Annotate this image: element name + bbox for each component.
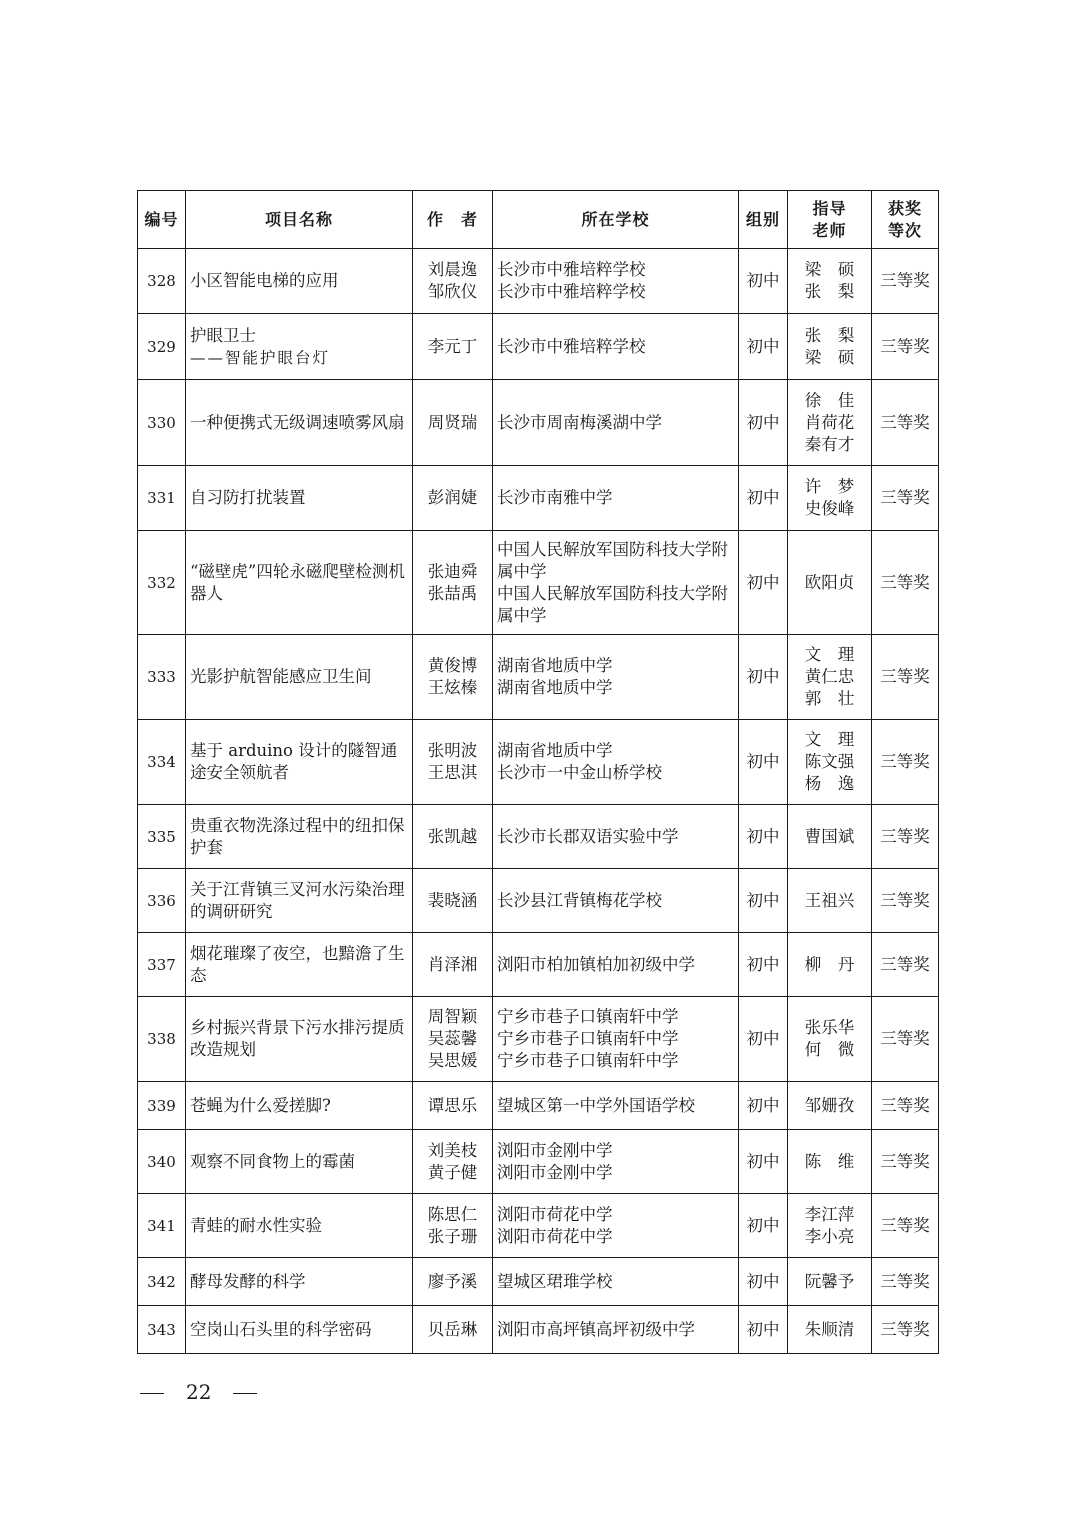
table-row <box>138 1306 939 1354</box>
cell-number: 342 <box>138 1258 186 1306</box>
cell-award: 三等奖 <box>872 805 939 869</box>
author-name: 谭思乐 <box>427 1095 478 1115</box>
header-teacher <box>788 191 872 249</box>
cell-award: 三等奖 <box>872 1194 939 1258</box>
teacher-name: 张 梨 <box>804 325 855 345</box>
table-row <box>138 1082 939 1130</box>
table-row <box>138 635 939 720</box>
project-subtitle: ——智能护眼台灯 <box>190 348 331 367</box>
cell-number: 328 <box>138 249 186 314</box>
author-name: 刘美枝 <box>427 1140 478 1160</box>
cell-group: 初中 <box>739 380 788 466</box>
author-name: 张迪舜 <box>427 561 478 581</box>
teacher-name: 阮馨予 <box>804 1271 855 1291</box>
school-name: 湖南省地质中学 <box>497 741 613 760</box>
cell-authors <box>413 933 493 997</box>
cell-award: 三等奖 <box>872 720 939 805</box>
cell-number: 333 <box>138 635 186 720</box>
author-name: 周贤瑞 <box>427 412 478 432</box>
footer-dash-right <box>233 1393 257 1394</box>
cell-project-name <box>186 1130 413 1194</box>
cell-award: 三等奖 <box>872 466 939 531</box>
author-name: 裴晓涵 <box>427 890 478 910</box>
header-project-name: 项目名称 <box>186 191 413 249</box>
table-row <box>138 933 939 997</box>
teacher-name: 李小亮 <box>804 1226 855 1246</box>
cell-project-name <box>186 1082 413 1130</box>
cell-number: 338 <box>138 997 186 1082</box>
author-name: 廖予溪 <box>427 1271 478 1291</box>
cell-project-name <box>186 1306 413 1354</box>
project-title: 苍蝇为什么爱搓脚? <box>190 1095 331 1115</box>
author-name: 黄子健 <box>427 1162 478 1182</box>
cell-group: 初中 <box>739 635 788 720</box>
school-name: 望城区珺琟学校 <box>497 1271 613 1291</box>
cell-teachers <box>788 249 872 314</box>
author-name: 陈思仁 <box>427 1204 478 1224</box>
teacher-name: 柳 丹 <box>804 954 855 974</box>
page-footer <box>140 1380 257 1404</box>
project-title: 贵重衣物洗涤过程中的纽扣保护套 <box>190 815 405 857</box>
teacher-name: 王祖兴 <box>804 890 855 910</box>
cell-award: 三等奖 <box>872 531 939 635</box>
cell-group: 初中 <box>739 1082 788 1130</box>
header-award-label: 获奖 等次 <box>887 198 922 240</box>
cell-authors <box>413 720 493 805</box>
cell-schools <box>493 805 739 869</box>
project-title: 关于江背镇三叉河水污染治理的调研研究 <box>190 879 405 921</box>
school-name: 望城区第一中学外国语学校 <box>497 1095 695 1115</box>
cell-group: 初中 <box>739 1306 788 1354</box>
author-name: 王思淇 <box>427 763 478 782</box>
cell-authors <box>413 531 493 635</box>
header-author: 作 者 <box>413 191 493 249</box>
cell-teachers <box>788 869 872 933</box>
cell-schools <box>493 380 739 466</box>
teacher-name: 陈 维 <box>804 1151 855 1171</box>
cell-teachers <box>788 1306 872 1354</box>
cell-schools <box>493 531 739 635</box>
header-school: 所在学校 <box>493 191 739 249</box>
cell-teachers <box>788 635 872 720</box>
cell-schools <box>493 1082 739 1130</box>
author-name: 贝岳琳 <box>427 1319 478 1339</box>
school-name: 浏阳市金刚中学 <box>497 1140 613 1160</box>
cell-award: 三等奖 <box>872 314 939 380</box>
table-row <box>138 380 939 466</box>
cell-authors <box>413 869 493 933</box>
author-name: 李元丁 <box>427 336 478 356</box>
cell-award: 三等奖 <box>872 1130 939 1194</box>
page-number: 22 <box>186 1380 212 1404</box>
author-name: 张明波 <box>427 741 478 760</box>
cell-award: 三等奖 <box>872 249 939 314</box>
project-title: 观察不同食物上的霉菌 <box>190 1151 355 1171</box>
table-row <box>138 249 939 314</box>
school-name: 长沙市长郡双语实验中学 <box>497 826 679 846</box>
project-title: 小区智能电梯的应用 <box>190 271 339 290</box>
teacher-name: 史俊峰 <box>804 499 855 518</box>
school-name: 长沙市一中金山桥学校 <box>497 763 662 782</box>
table-row <box>138 869 939 933</box>
cell-project-name <box>186 720 413 805</box>
author-name: 吴蕊馨 <box>427 1029 478 1048</box>
cell-teachers <box>788 314 872 380</box>
cell-teachers <box>788 805 872 869</box>
teacher-name: 文 理 <box>804 730 855 749</box>
project-title: 空岗山石头里的科学密码 <box>190 1319 372 1339</box>
teacher-name: 曹国斌 <box>804 826 855 846</box>
cell-group: 初中 <box>739 1258 788 1306</box>
teacher-name: 杨 逸 <box>804 774 855 793</box>
header-no: 编号 <box>138 191 186 249</box>
teacher-name: 张乐华 <box>804 1018 855 1037</box>
cell-schools <box>493 997 739 1082</box>
school-name: 长沙市中雅培粹学校 <box>497 336 646 356</box>
teacher-name: 欧阳贞 <box>804 572 855 592</box>
school-name: 长沙市南雅中学 <box>497 488 613 507</box>
cell-teachers <box>788 1258 872 1306</box>
author-name: 周智颖 <box>427 1007 478 1026</box>
cell-project-name <box>186 1194 413 1258</box>
cell-award: 三等奖 <box>872 380 939 466</box>
teacher-name: 朱顺清 <box>804 1319 855 1339</box>
cell-authors <box>413 1082 493 1130</box>
cell-teachers <box>788 720 872 805</box>
cell-group: 初中 <box>739 531 788 635</box>
cell-authors <box>413 1306 493 1354</box>
cell-number: 330 <box>138 380 186 466</box>
cell-authors <box>413 466 493 531</box>
cell-award: 三等奖 <box>872 1082 939 1130</box>
cell-schools <box>493 869 739 933</box>
cell-project-name <box>186 933 413 997</box>
cell-number: 339 <box>138 1082 186 1130</box>
table-row <box>138 314 939 380</box>
cell-number: 329 <box>138 314 186 380</box>
cell-award: 三等奖 <box>872 635 939 720</box>
cell-number: 331 <box>138 466 186 531</box>
school-name: 长沙市中雅培粹学校 <box>497 260 646 279</box>
project-title: “磁壁虎”四轮永磁爬壁检测机器人 <box>190 561 405 603</box>
cell-project-name <box>186 869 413 933</box>
table-row <box>138 466 939 531</box>
cell-project-name <box>186 466 413 531</box>
cell-group: 初中 <box>739 869 788 933</box>
cell-award: 三等奖 <box>872 1258 939 1306</box>
cell-teachers <box>788 933 872 997</box>
header-group: 组别 <box>739 191 788 249</box>
project-title: 光影护航智能感应卫生间 <box>190 667 372 686</box>
school-name: 长沙市中雅培粹学校 <box>497 282 646 301</box>
cell-award: 三等奖 <box>872 869 939 933</box>
footer-dash-left <box>140 1393 164 1394</box>
author-name: 张凯越 <box>427 826 478 846</box>
author-name: 刘晨逸 <box>427 260 478 279</box>
teacher-name: 何 微 <box>804 1040 855 1059</box>
teacher-name: 张 梨 <box>804 282 855 301</box>
cell-number: 336 <box>138 869 186 933</box>
author-name: 彭润婕 <box>427 488 478 507</box>
project-title: 乡村振兴背景下污水排污提质改造规划 <box>190 1018 405 1059</box>
teacher-name: 徐 佳 <box>804 390 855 410</box>
teacher-name: 秦有才 <box>804 434 855 454</box>
cell-schools <box>493 249 739 314</box>
cell-schools <box>493 466 739 531</box>
school-name: 宁乡市巷子口镇南轩中学 <box>497 1007 679 1026</box>
author-name: 肖泽湘 <box>427 954 478 974</box>
cell-group: 初中 <box>739 1130 788 1194</box>
cell-authors <box>413 249 493 314</box>
teacher-name: 文 理 <box>804 645 855 664</box>
school-name: 浏阳市荷花中学 <box>497 1204 613 1224</box>
teacher-name: 梁 硕 <box>804 347 855 367</box>
table-row <box>138 1130 939 1194</box>
cell-number: 337 <box>138 933 186 997</box>
teacher-name: 郭 壮 <box>804 689 855 708</box>
cell-schools <box>493 1130 739 1194</box>
cell-schools <box>493 1306 739 1354</box>
school-name: 宁乡市巷子口镇南轩中学 <box>497 1051 679 1070</box>
table-row <box>138 531 939 635</box>
cell-number: 341 <box>138 1194 186 1258</box>
author-name: 黄俊博 <box>427 656 478 675</box>
school-name: 浏阳市柏加镇柏加初级中学 <box>497 954 695 974</box>
cell-number: 332 <box>138 531 186 635</box>
cell-teachers <box>788 997 872 1082</box>
author-name: 王炫榛 <box>427 678 478 697</box>
table-row <box>138 997 939 1082</box>
table-header-row <box>138 191 939 249</box>
cell-project-name <box>186 531 413 635</box>
teacher-name: 梁 硕 <box>804 260 855 279</box>
cell-schools <box>493 635 739 720</box>
cell-number: 340 <box>138 1130 186 1194</box>
cell-authors <box>413 997 493 1082</box>
cell-project-name <box>186 314 413 380</box>
cell-number: 335 <box>138 805 186 869</box>
cell-authors <box>413 1194 493 1258</box>
cell-group: 初中 <box>739 997 788 1082</box>
table-row <box>138 720 939 805</box>
teacher-name: 许 梦 <box>804 477 855 496</box>
cell-authors <box>413 380 493 466</box>
school-name: 宁乡市巷子口镇南轩中学 <box>497 1029 679 1048</box>
teacher-name: 邹姗孜 <box>804 1095 855 1115</box>
cell-project-name <box>186 997 413 1082</box>
cell-teachers <box>788 531 872 635</box>
project-title: 基于 arduino 设计的隧智通途安全领航者 <box>190 741 398 782</box>
school-name: 长沙县江背镇梅花学校 <box>497 890 662 910</box>
cell-group: 初中 <box>739 314 788 380</box>
cell-number: 334 <box>138 720 186 805</box>
cell-award: 三等奖 <box>872 1306 939 1354</box>
school-name: 浏阳市金刚中学 <box>497 1162 613 1182</box>
cell-authors <box>413 805 493 869</box>
cell-authors <box>413 1130 493 1194</box>
cell-teachers <box>788 1082 872 1130</box>
school-name: 长沙市周南梅溪湖中学 <box>497 412 662 432</box>
header-teacher-label: 指导 老师 <box>812 198 847 240</box>
table-body <box>138 249 939 1354</box>
cell-project-name <box>186 635 413 720</box>
school-name: 湖南省地质中学 <box>497 678 613 697</box>
header-award <box>872 191 939 249</box>
school-name: 浏阳市荷花中学 <box>497 1226 613 1246</box>
cell-schools <box>493 720 739 805</box>
teacher-name: 李江萍 <box>804 1204 855 1224</box>
cell-award: 三等奖 <box>872 997 939 1082</box>
cell-teachers <box>788 380 872 466</box>
cell-group: 初中 <box>739 1194 788 1258</box>
cell-teachers <box>788 1194 872 1258</box>
cell-project-name <box>186 380 413 466</box>
cell-schools <box>493 1194 739 1258</box>
school-name: 浏阳市高坪镇高坪初级中学 <box>497 1319 695 1339</box>
table-row <box>138 805 939 869</box>
author-name: 邹欣仪 <box>427 282 478 301</box>
cell-project-name <box>186 1258 413 1306</box>
teacher-name: 肖荷花 <box>804 412 855 432</box>
school-name: 湖南省地质中学 <box>497 656 613 675</box>
project-title: 烟花璀璨了夜空，也黯澹了生态 <box>190 943 405 985</box>
cell-group: 初中 <box>739 805 788 869</box>
project-title: 青蛙的耐水性实验 <box>190 1215 322 1235</box>
cell-award: 三等奖 <box>872 933 939 997</box>
cell-authors <box>413 314 493 380</box>
author-name: 张子珊 <box>427 1226 478 1246</box>
school-name: 中国人民解放军国防科技大学附属中学 <box>497 539 728 581</box>
project-title: 护眼卫士 <box>190 325 256 345</box>
teacher-name: 陈文强 <box>804 752 855 771</box>
cell-number: 343 <box>138 1306 186 1354</box>
cell-project-name <box>186 249 413 314</box>
project-title: 自习防打扰装置 <box>190 488 306 507</box>
school-name: 中国人民解放军国防科技大学附属中学 <box>497 583 728 625</box>
teacher-name: 黄仁忠 <box>804 667 855 686</box>
cell-teachers <box>788 1130 872 1194</box>
cell-group: 初中 <box>739 933 788 997</box>
cell-group: 初中 <box>739 466 788 531</box>
cell-schools <box>493 933 739 997</box>
cell-group: 初中 <box>739 720 788 805</box>
cell-schools <box>493 314 739 380</box>
cell-project-name <box>186 805 413 869</box>
author-name: 吴思媛 <box>427 1051 478 1070</box>
award-table <box>137 190 939 1354</box>
cell-schools <box>493 1258 739 1306</box>
cell-authors <box>413 635 493 720</box>
cell-authors <box>413 1258 493 1306</box>
table-row <box>138 1194 939 1258</box>
table-row <box>138 1258 939 1306</box>
cell-group: 初中 <box>739 249 788 314</box>
project-title: 酵母发酵的科学 <box>190 1271 306 1291</box>
author-name: 张喆禹 <box>427 583 478 603</box>
cell-teachers <box>788 466 872 531</box>
project-title: 一种便携式无级调速喷雾风扇 <box>190 412 405 432</box>
